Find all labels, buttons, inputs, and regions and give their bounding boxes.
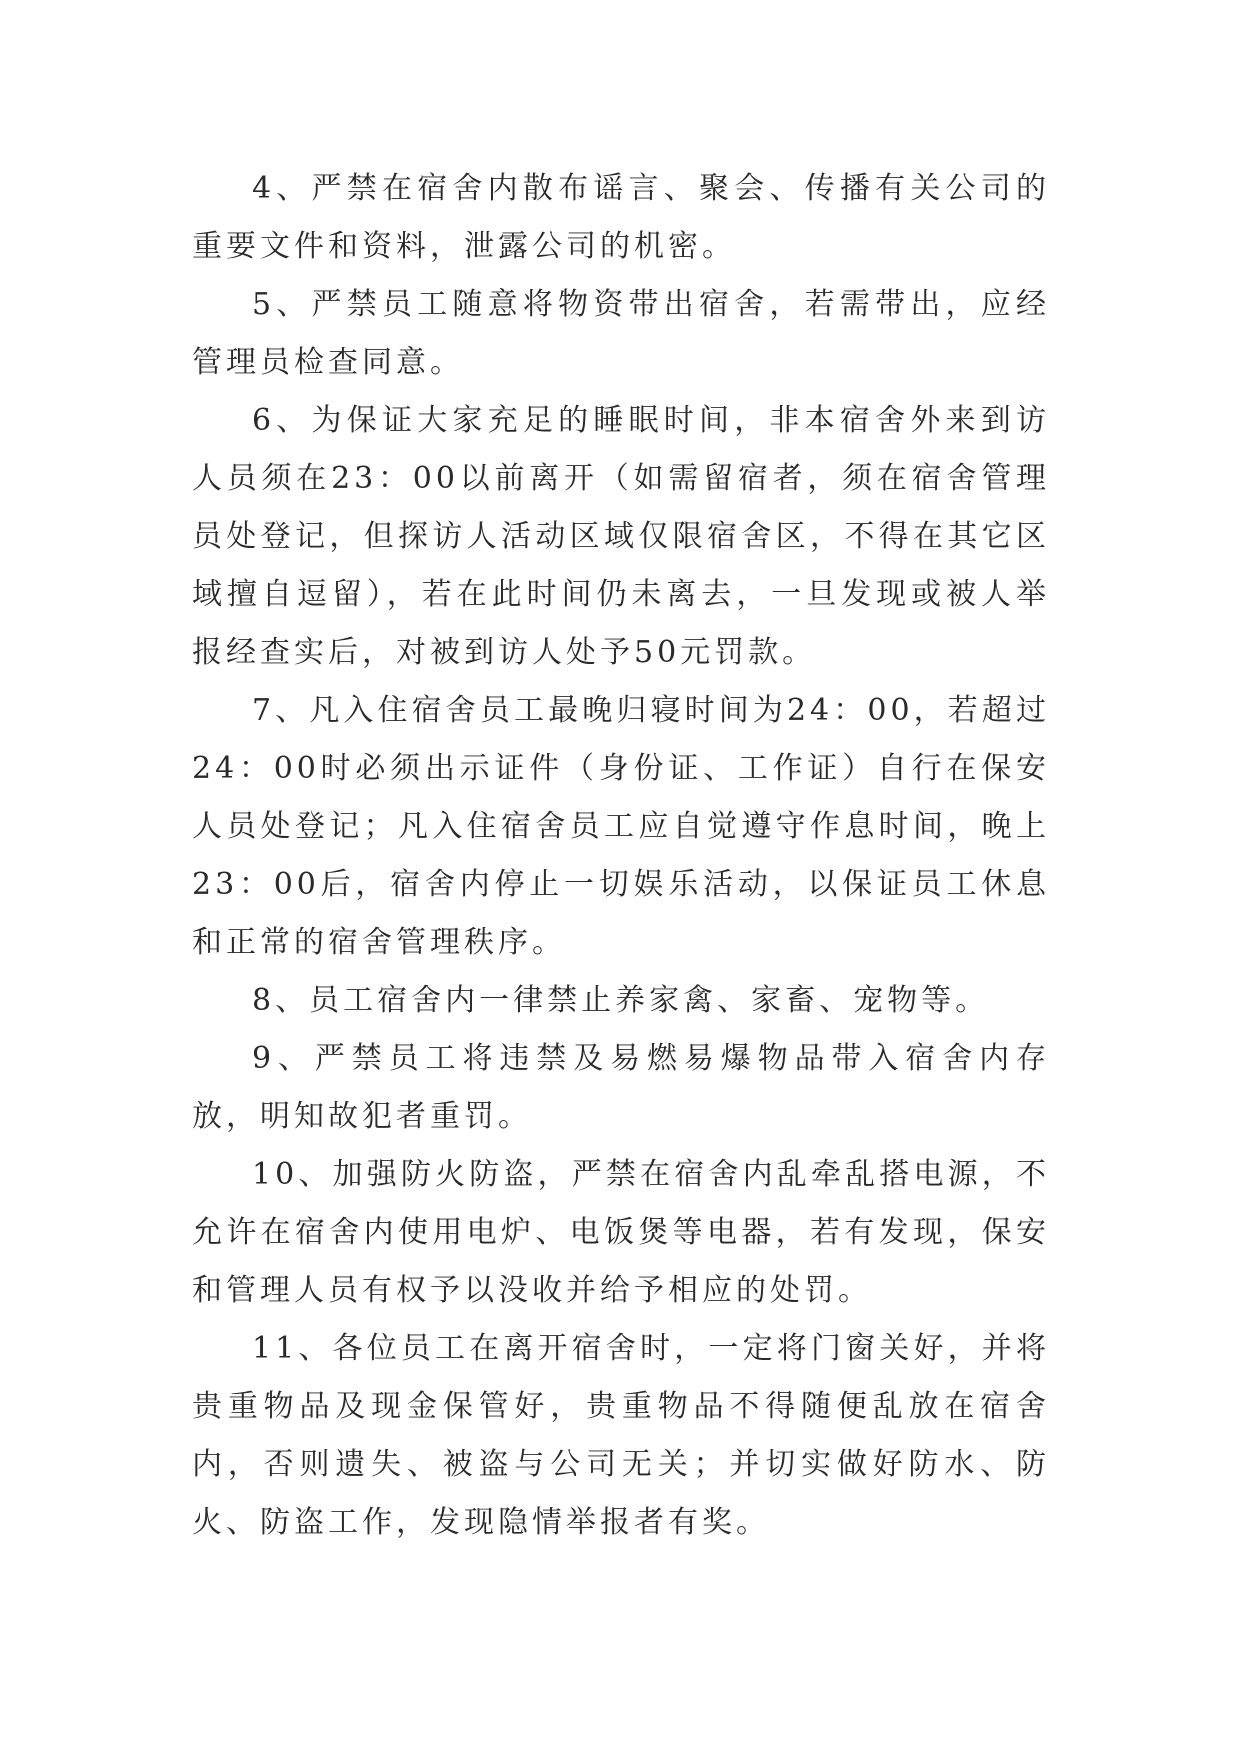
rule-paragraph-10: 10、加强防火防盗，严禁在宿舍内乱牵乱搭电源，不允许在宿舍内使用电炉、电饭煲等电器，若有发现，保安和管理人员有权予以没收并给予相应的处罚。 [192, 1157, 1050, 1308]
rule-paragraph-8: 8、员工宿舍内一律禁止养家禽、家畜、宠物等。 [252, 983, 990, 1018]
rule-paragraph-4: 4、严禁在宿舍内散布谣言、聚会、传播有关公司的重要文件和资料，泄露公司的机密。 [192, 171, 1050, 264]
rule-paragraph-9: 9、严禁员工将违禁及易燃易爆物品带入宿舍内存放，明知故犯者重罚。 [192, 1041, 1050, 1134]
rule-paragraph-7: 7、凡入住宿舍员工最晚归寝时间为24：00，若超过24：00时必须出示证件（身份证、工作证）自行在保安人员处登记；凡入住宿舍员工应自觉遵守作息时间，晚上23：00后，宿舍内停止一切娱乐活动，以保证员工休息和正常的宿舍管理秩序。 [192, 693, 1050, 960]
rule-paragraph-6: 6、为保证大家充足的睡眠时间，非本宿舍外来到访人员须在23：00以前离开（如需留宿者，须在宿舍管理员处登记，但探访人活动区域仅限宿舍区，不得在其它区域擅自逗留），若在此时间仍未离去，一旦发现或被人举报经查实后，对被到访人处予50元罚款。 [192, 403, 1050, 670]
rule-paragraph-5: 5、严禁员工随意将物资带出宿舍，若需带出，应经管理员检查同意。 [192, 287, 1050, 380]
rule-paragraph-11: 11、各位员工在离开宿舍时，一定将门窗关好，并将贵重物品及现金保管好，贵重物品不得随便乱放在宿舍内，否则遗失、被盗与公司无关；并切实做好防水、防火、防盗工作，发现隐情举报者有奖。 [192, 1331, 1050, 1540]
document-body [192, 160, 1050, 1552]
